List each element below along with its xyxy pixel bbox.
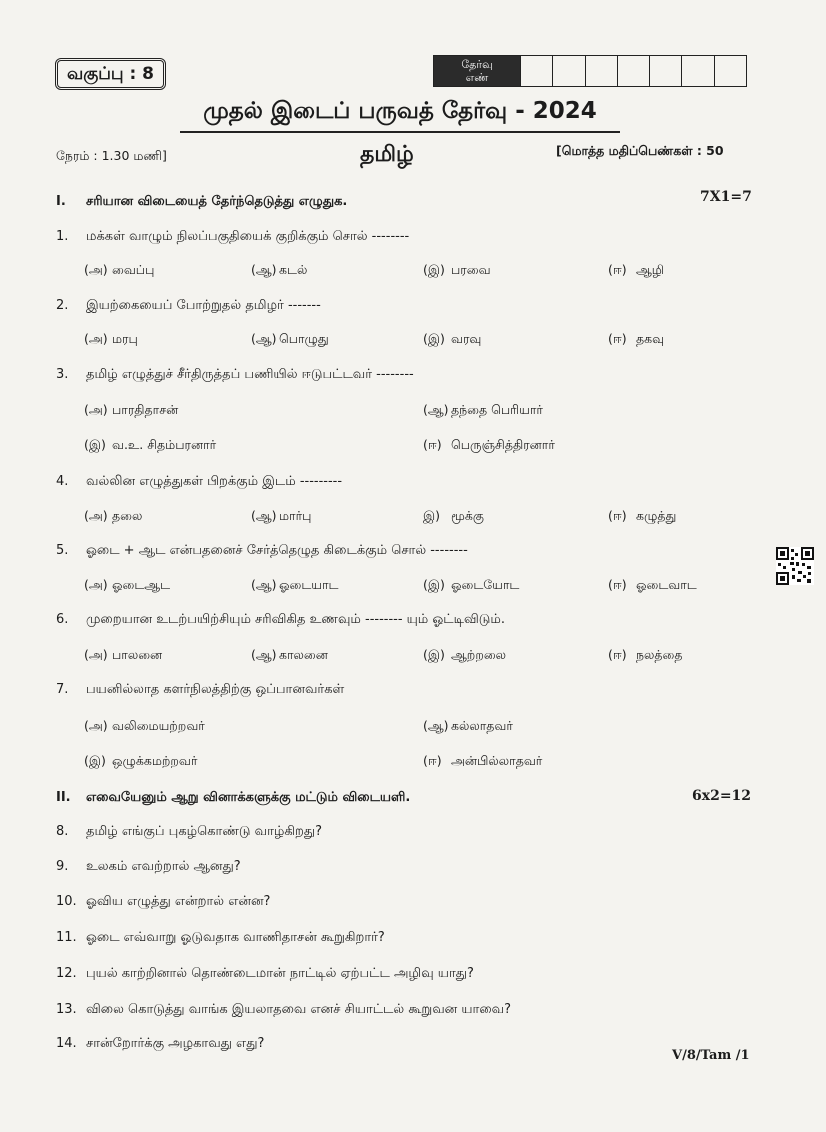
- option: (இ) ஒழுக்கமற்றவர்: [84, 753, 198, 768]
- option: (ஈ) ஆழி: [608, 262, 665, 277]
- total-marks: [மொத்த மதிப்பெண்கள் : 50: [556, 143, 724, 158]
- option: (இ) வரவு: [423, 331, 482, 346]
- option: (ஈ) ஓடைவாட: [608, 577, 697, 592]
- option: (ஈ) கழுத்து: [608, 508, 677, 523]
- question: 3. தமிழ் எழுத்துச் சீர்திருத்தப் பணியில் ஈடுபட்டவர் --------: [56, 367, 414, 382]
- question: 4. வல்லின எழுத்துகள் பிறக்கும் இடம் ---------: [56, 474, 343, 489]
- class-label: வகுப்பு : 8: [55, 58, 166, 90]
- section-heading: II. எவையேனும் ஆறு வினாக்களுக்கு மட்டும் விடையளி.: [56, 790, 411, 805]
- question: 1. மக்கள் வாழும் நிலப்பகுதியைக் குறிக்கும் சொல் --------: [56, 229, 410, 244]
- option: இ) மூக்கு: [423, 508, 484, 523]
- option: (ஆ) தந்தை பெரியார்: [423, 402, 543, 417]
- roll-cell: [552, 56, 584, 86]
- option: (அ) பாரதிதாசன்: [84, 402, 179, 417]
- option: (இ) வ.உ. சிதம்பரனார்: [84, 437, 217, 452]
- question: 13. விலை கொடுத்து வாங்க இயலாதவை எனச் சியாட்டல் கூறுவன யாவை?: [56, 1002, 511, 1017]
- option: (இ) ஆற்றலை: [423, 647, 507, 662]
- roll-cell: [681, 56, 713, 86]
- question: 10. ஓவிய எழுத்து என்றால் என்ன?: [56, 894, 271, 909]
- subject-title: தமிழ்: [360, 142, 414, 167]
- option: (ஆ) ஓடையாட: [251, 577, 339, 592]
- option: (அ) ஓடைஆட: [84, 577, 171, 592]
- roll-cell: [617, 56, 649, 86]
- option: (இ) பரவை: [423, 262, 491, 277]
- option: (ஈ) நலத்தை: [608, 647, 683, 662]
- section-heading: I. சரியான விடையைத் தேர்ந்தெடுத்து எழுதுக.: [56, 194, 348, 209]
- roll-cell: [714, 56, 746, 86]
- option: (ஆ) கல்லாதவர்: [423, 718, 513, 733]
- option: (இ) ஓடையோட: [423, 577, 520, 592]
- roll-cell: [649, 56, 681, 86]
- option: (அ) தலை: [84, 508, 143, 523]
- roll-cell: [585, 56, 617, 86]
- question: 11. ஓடை எவ்வாறு ஓடுவதாக வாணிதாசன் கூறுகிறார்?: [56, 930, 385, 945]
- page-code: V/8/Tam /1: [672, 1048, 750, 1063]
- question: 7. பயனில்லாத களர்நிலத்திற்கு ஒப்பானவர்கள்: [56, 682, 345, 697]
- option: (ஆ) மார்பு: [251, 508, 312, 523]
- question: 12. புயல் காற்றினால் தொண்டைமான் நாட்டில் ஏற்பட்ட அழிவு யாது?: [56, 966, 474, 981]
- option: (அ) வைப்பு: [84, 262, 155, 277]
- question: 2. இயற்கையைப் போற்றுதல் தமிழர் -------: [56, 298, 321, 313]
- question: 5. ஓடை + ஆட என்பதனைச் சேர்த்தெழுத கிடைக்கும் சொல் --------: [56, 543, 468, 558]
- section-marks: 6x2=12: [692, 788, 752, 804]
- exam-title: முதல் இடைப் பருவத் தேர்வு - 2024: [180, 98, 620, 133]
- roll-number-box: [433, 55, 747, 87]
- roll-cell: [520, 56, 552, 86]
- option: (ஆ) காலனை: [251, 647, 328, 662]
- option: (ஆ) பொழுது: [251, 331, 329, 346]
- option: (அ) வலிமையற்றவர்: [84, 718, 205, 733]
- question: 9. உலகம் எவற்றால் ஆனது?: [56, 859, 241, 874]
- option: (ஈ) பெருஞ்சித்திரனார்: [423, 437, 555, 452]
- option: (ஆ) கடல்: [251, 262, 308, 277]
- option: (ஈ) அன்பில்லாதவர்: [423, 753, 543, 768]
- question: 6. முறையான உடற்பயிற்சியும் சரிவிகித உணவும் -------- யும் ஓட்டிவிடும்.: [56, 612, 505, 627]
- option: (அ) மரபு: [84, 331, 138, 346]
- option: (ஈ) தகவு: [608, 331, 665, 346]
- option: (அ) பாலனை: [84, 647, 163, 662]
- question: 8. தமிழ் எங்குப் புகழ்கொண்டு வாழ்கிறது?: [56, 824, 322, 839]
- question: 14. சான்றோர்க்கு அழகாவது எது?: [56, 1036, 265, 1051]
- qr-code-icon: [776, 547, 814, 585]
- roll-number-label: தேர்வு எண்: [434, 56, 520, 86]
- section-marks: 7X1=7: [700, 189, 752, 205]
- exam-time: நேரம் : 1.30 மணி]: [56, 148, 167, 163]
